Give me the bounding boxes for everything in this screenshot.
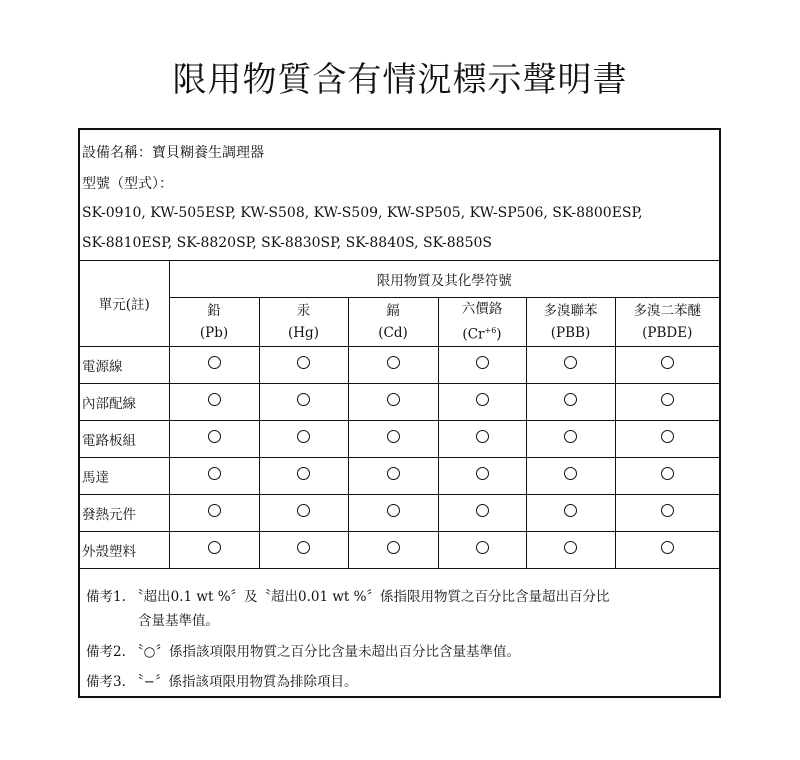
substance-header — [348, 298, 438, 347]
status-cell — [526, 383, 615, 420]
equipment-name: 設備名稱：寶貝糊養生調理器 — [82, 145, 264, 161]
status-cell — [438, 531, 526, 568]
substance-table — [80, 260, 719, 569]
status-cell — [348, 494, 438, 531]
status-cell — [259, 420, 348, 457]
circle-mark-icon — [476, 356, 489, 369]
circle-mark-icon — [387, 467, 400, 480]
status-cell — [526, 494, 615, 531]
circle-mark-icon — [297, 430, 310, 443]
part-name: 馬達 — [80, 457, 169, 494]
substance-symbol: (Hg) — [288, 324, 319, 341]
circle-mark-icon — [564, 504, 577, 517]
status-cell — [259, 383, 348, 420]
status-cell — [348, 531, 438, 568]
table-row — [80, 346, 719, 383]
substance-header — [169, 298, 259, 347]
note-1-continued: 含量基準值。 — [138, 613, 219, 629]
circle-mark-icon — [387, 430, 400, 443]
status-cell — [169, 531, 259, 568]
status-cell — [438, 346, 526, 383]
table-row — [80, 494, 719, 531]
circle-mark-icon — [661, 430, 674, 443]
circle-mark-icon — [564, 430, 577, 443]
circle-mark-icon — [297, 504, 310, 517]
status-cell — [526, 531, 615, 568]
circle-mark-icon — [476, 430, 489, 443]
status-cell — [615, 494, 719, 531]
substance-header — [259, 298, 348, 347]
part-name: 電路板組 — [80, 420, 169, 457]
circle-mark-icon — [297, 393, 310, 406]
status-cell — [169, 420, 259, 457]
circle-mark-icon — [297, 467, 310, 480]
substance-symbol: (PBDE) — [642, 324, 693, 341]
status-cell — [348, 383, 438, 420]
status-cell — [169, 494, 259, 531]
unit-header: 單元(註) — [80, 261, 169, 347]
status-cell — [615, 531, 719, 568]
circle-mark-icon — [564, 541, 577, 554]
status-cell — [348, 457, 438, 494]
status-cell — [259, 494, 348, 531]
status-cell — [526, 420, 615, 457]
circle-mark-icon — [387, 504, 400, 517]
status-cell — [169, 346, 259, 383]
declaration-document — [78, 128, 721, 698]
status-cell — [615, 420, 719, 457]
circle-mark-icon — [476, 467, 489, 480]
circle-mark-icon — [564, 393, 577, 406]
circle-mark-icon — [476, 504, 489, 517]
status-cell — [169, 383, 259, 420]
substance-header — [615, 298, 719, 347]
substance-name: 汞 — [296, 302, 311, 319]
status-cell — [615, 457, 719, 494]
table-row — [80, 531, 719, 568]
substance-symbol: (PBB) — [550, 324, 591, 341]
group-header: 限用物質及其化學符號 — [169, 261, 719, 298]
status-cell — [615, 383, 719, 420]
circle-mark-icon — [661, 504, 674, 517]
circle-mark-icon — [297, 356, 310, 369]
substance-symbol: $(Cr^{+6})$ — [462, 326, 502, 343]
note-2: 備考2. 〝○〞係指該項限用物質之百分比含量未超出百分比含量基準值。 — [86, 644, 520, 660]
table-row — [80, 420, 719, 457]
circle-mark-icon — [208, 504, 221, 517]
circle-mark-icon — [564, 467, 577, 480]
circle-mark-icon — [661, 541, 674, 554]
circle-mark-icon — [208, 393, 221, 406]
substance-name: 多溴二苯醚 — [633, 302, 702, 319]
part-name: 外殼塑料 — [80, 531, 169, 568]
status-cell — [438, 383, 526, 420]
substance-name: 六價鉻 — [461, 301, 503, 317]
circle-mark-icon — [387, 393, 400, 406]
table-row — [80, 457, 719, 494]
models-line-1: SK-0910, KW-505ESP, KW-S508, KW-S509, KW-SP505, KW-SP506, SK-8800ESP, — [82, 205, 643, 221]
circle-mark-icon — [208, 541, 221, 554]
status-cell — [438, 420, 526, 457]
note-1: 備考1. 〝超出0.1 wt %〞及〝超出0.01 wt %〞係指限用物質之百分比含量超出百分比 — [86, 589, 610, 605]
models-line-2: SK-8810ESP, SK-8820SP, SK-8830SP, SK-8840S, SK-8850S — [82, 235, 492, 251]
circle-mark-icon — [661, 467, 674, 480]
note-3: 備考3. 〝−〞係指該項限用物質為排除項目。 — [86, 674, 358, 690]
substance-header — [526, 298, 615, 347]
status-cell — [615, 346, 719, 383]
status-cell — [526, 457, 615, 494]
part-name: 內部配線 — [80, 383, 169, 420]
circle-mark-icon — [387, 356, 400, 369]
substance-name: 鉛 — [207, 302, 221, 319]
part-name: 發熱元件 — [80, 494, 169, 531]
circle-mark-icon — [208, 467, 221, 480]
status-cell — [438, 494, 526, 531]
table-row — [80, 383, 719, 420]
substance-symbol: (Pb) — [199, 324, 229, 341]
status-cell — [438, 457, 526, 494]
status-cell — [259, 531, 348, 568]
status-cell — [169, 457, 259, 494]
circle-mark-icon — [661, 356, 674, 369]
circle-mark-icon — [564, 356, 577, 369]
circle-mark-icon — [661, 393, 674, 406]
substance-symbol: (Cd) — [378, 324, 408, 341]
status-cell — [348, 346, 438, 383]
substance-header — [438, 298, 526, 347]
page-title: 限用物質含有情況標示聲明書 — [172, 60, 628, 100]
circle-mark-icon — [387, 541, 400, 554]
circle-mark-icon — [476, 541, 489, 554]
superscript: +6 — [484, 326, 497, 335]
status-cell — [259, 457, 348, 494]
status-cell — [526, 346, 615, 383]
circle-mark-icon — [208, 356, 221, 369]
model-label: 型號（型式）： — [82, 176, 173, 192]
part-name: 電源線 — [80, 346, 169, 383]
substance-name: 鎘 — [386, 302, 400, 319]
status-cell — [259, 346, 348, 383]
circle-mark-icon — [297, 541, 310, 554]
status-cell — [348, 420, 438, 457]
circle-mark-icon — [476, 393, 489, 406]
circle-mark-icon — [208, 430, 221, 443]
substance-name: 多溴聯苯 — [543, 302, 598, 319]
